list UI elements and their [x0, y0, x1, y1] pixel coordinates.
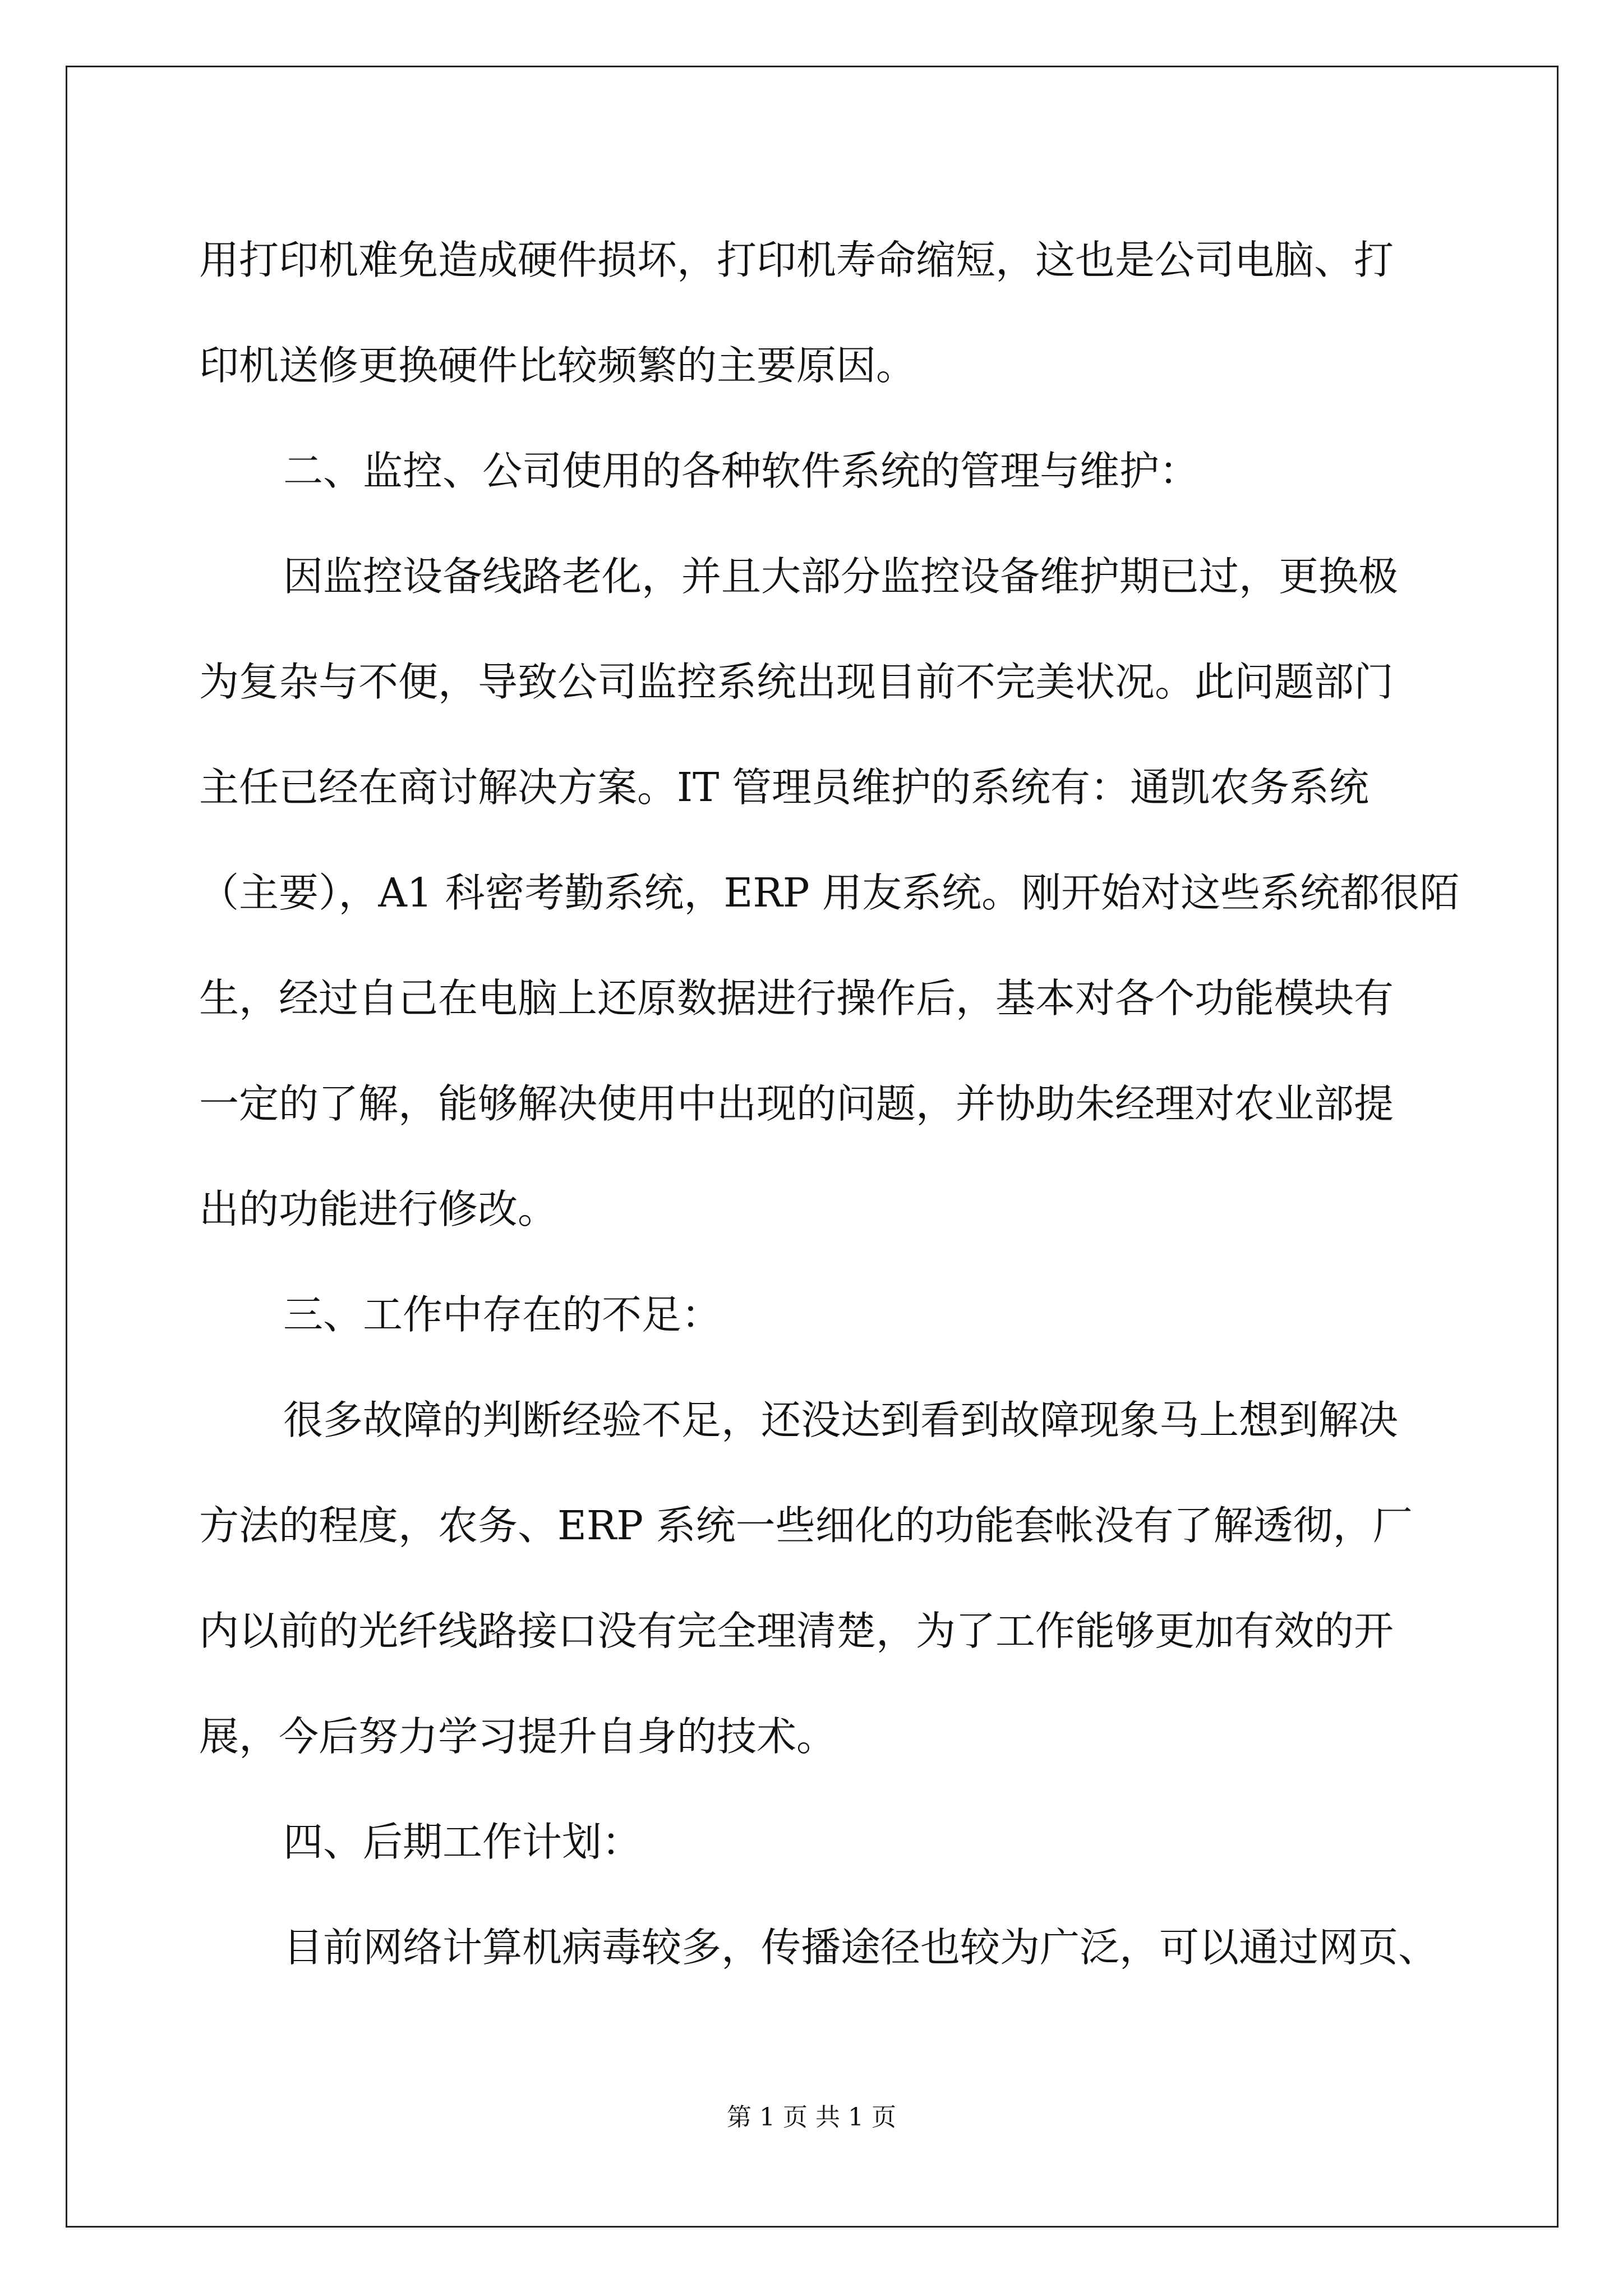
text-line: 内以前的光纤线路接口没有完全理清楚，为了工作能够更加有效的开	[199, 1608, 1394, 1654]
paragraph-first-line: 因监控设备线路老化，并且大部分监控设备维护期已过，更换极	[283, 553, 1399, 600]
text-line: 主任已经在商讨解决方案。IT 管理员维护的系统有：通凯农务系统	[199, 764, 1369, 811]
text-line: 展，今后努力学习提升自身的技术。	[199, 1713, 837, 1760]
document-body	[199, 208, 1467, 2000]
text-line: 出的功能进行修改。	[199, 1186, 558, 1232]
text-line: 方法的程度，农务、ERP 系统一些细化的功能套帐没有了解透彻，厂	[199, 1502, 1413, 1549]
section-heading: 三、工作中存在的不足：	[283, 1291, 722, 1338]
paragraph-first-line: 目前网络计算机病毒较多，传播途径也较为广泛，可以通过网页、	[283, 1924, 1438, 1971]
text-line: 印机送修更换硬件比较频繁的主要原因。	[199, 342, 916, 389]
section-heading: 四、后期工作计划：	[283, 1819, 642, 1865]
paragraph-first-line: 很多故障的判断经验不足，还没达到看到故障现象马上想到解决	[283, 1397, 1399, 1443]
page-number-footer: 第 1 页 共 1 页	[727, 2103, 896, 2132]
text-line: 为复杂与不便，导致公司监控系统出现目前不完美状况。此问题部门	[199, 659, 1394, 705]
text-line: 一定的了解，能够解决使用中出现的问题，并协助朱经理对农业部提	[199, 1080, 1394, 1127]
text-line: 用打印机难免造成硬件损坏，打印机寿命缩短，这也是公司电脑、打	[199, 237, 1394, 283]
text-line: 生，经过自己在电脑上还原数据进行操作后，基本对各个功能模块有	[199, 975, 1394, 1022]
section-heading: 二、监控、公司使用的各种软件系统的管理与维护：	[283, 448, 1200, 494]
text-line: （主要），A1 科密考勤系统，ERP 用友系统。刚开始对这些系统都很陌	[199, 869, 1460, 916]
